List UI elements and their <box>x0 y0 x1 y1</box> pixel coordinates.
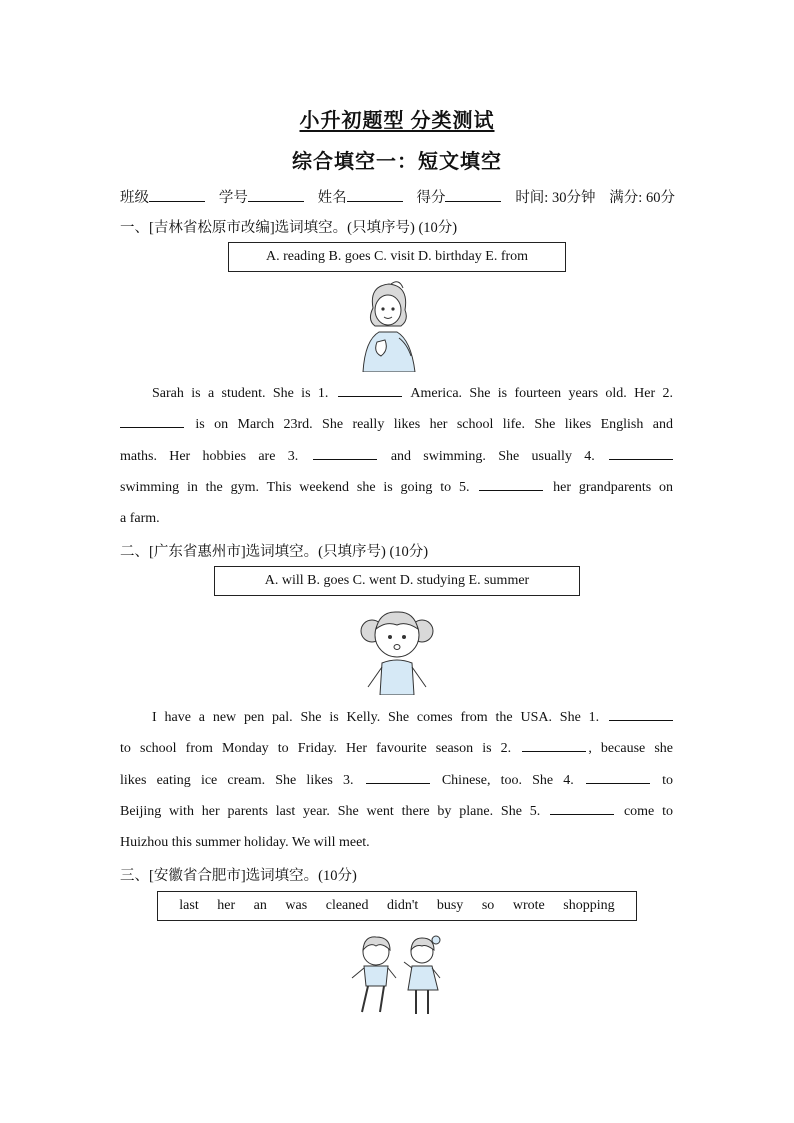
section2-passage <box>120 702 673 858</box>
girl-pigtails-illustration <box>358 607 436 695</box>
info-line <box>120 186 675 207</box>
blank-2[interactable] <box>522 750 586 752</box>
section2-word-box: A. will B. goes C. went D. studying E. summer <box>214 566 580 596</box>
word-item: last <box>179 898 199 913</box>
score-label: 得分 <box>416 190 446 206</box>
class-label: 班级 <box>120 190 149 206</box>
passage-line: swimming in the gym. This weekend she is going to 5. her grandparents on <box>120 479 674 495</box>
blank-4[interactable] <box>609 458 673 460</box>
passage-line: is on March 23rd. She really likes her school life. She likes English and <box>120 409 673 440</box>
passage-line: Huizhou this summer holiday. We will meet. <box>120 835 370 851</box>
passage-line: I have a new pen pal. She is Kelly. She comes from the USA. She 1. <box>120 702 673 733</box>
section3-word-box <box>157 891 637 921</box>
word-item: didn't <box>387 898 419 913</box>
blank-2[interactable] <box>120 426 184 428</box>
word-item: shopping <box>563 898 615 913</box>
blank-3[interactable] <box>366 782 430 784</box>
passage-line: Beijing with her parents last year. She went there by plane. She 5. come to <box>120 803 673 819</box>
page-title: 小升初题型 分类测试 <box>299 110 495 132</box>
passage-line: to school from Monday to Friday. Her favourite season is 2. , because she <box>120 741 674 757</box>
class-field[interactable] <box>120 186 205 207</box>
full-score-info: 满分: 60分 <box>609 190 675 206</box>
section3-heading: 三、[安徽省合肥市]选词填空。(10分) <box>120 868 357 884</box>
word-item: an <box>253 898 267 913</box>
passage-line: Sarah is a student. She is 1. America. She is fourteen years old. Her 2. <box>152 386 673 401</box>
score-field[interactable] <box>416 186 501 207</box>
blank-1[interactable] <box>609 719 673 721</box>
word-item: was <box>285 898 308 913</box>
word-item: so <box>481 898 495 913</box>
blank-3[interactable] <box>313 458 377 460</box>
number-field[interactable] <box>219 186 304 207</box>
section1-heading: 一、[吉林省松原市改编]选词填空。(只填序号) (10分) <box>120 220 458 236</box>
blank-5[interactable] <box>550 813 614 815</box>
passage-line: maths. Her hobbies are 3. and swimming. She usually 4. <box>120 441 673 472</box>
word-item: her <box>217 898 236 913</box>
name-label: 姓名 <box>317 190 347 206</box>
word-item: cleaned <box>325 898 369 913</box>
boy-and-girl-illustration <box>350 932 450 1018</box>
name-field[interactable] <box>318 186 403 207</box>
word-item: busy <box>436 898 464 913</box>
blank-5[interactable] <box>479 489 543 491</box>
section1-passage <box>120 378 673 534</box>
section1-word-box: A. reading B. goes C. visit D. birthday E. from <box>228 242 566 272</box>
blank-4[interactable] <box>586 782 650 784</box>
number-label: 学号 <box>218 190 248 206</box>
time-info: 时间: 30分钟 <box>515 190 596 206</box>
page-subtitle: 综合填空一：短文填空 <box>292 151 502 173</box>
blank-1[interactable] <box>338 395 402 397</box>
passage-line: a farm. <box>120 511 160 527</box>
passage-line: likes eating ice cream. She likes 3. Chinese, too. She 4. to <box>120 772 674 788</box>
section2-heading: 二、[广东省惠州市]选词填空。(只填序号) (10分) <box>120 544 429 560</box>
word-item: wrote <box>512 898 545 913</box>
girl-illustration <box>355 280 421 372</box>
